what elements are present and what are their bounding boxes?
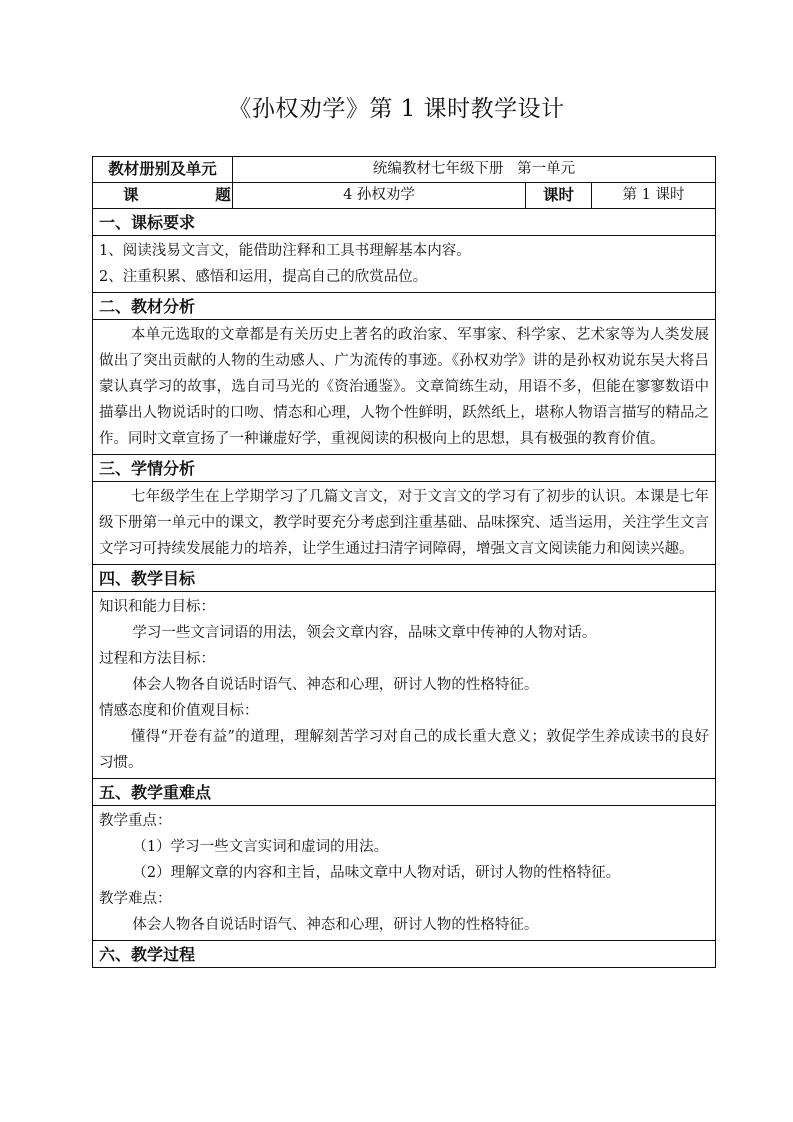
student-analysis-content (93, 482, 716, 565)
section-title: 一、课标要求 (93, 209, 716, 236)
objectives-content (93, 592, 716, 779)
section-title: 四、教学目标 (93, 565, 716, 592)
key-point-1: （1）学习一些文言实词和虚词的用法。 (132, 839, 389, 855)
standards-line-2: 2、注重积累、感悟和运用，提高自己的欣赏品位。 (99, 269, 428, 285)
section-title: 三、学情分析 (93, 455, 716, 482)
key-point-2: （2）理解文章的内容和主旨，品味文章中人物对话，研讨人物的性格特征。 (132, 865, 621, 881)
section-body-key-points (93, 806, 716, 941)
standards-line-1: 1、阅读浅易文言文，能借助注释和工具书理解基本内容。 (99, 243, 471, 259)
objective-process-label: 过程和方法目标： (99, 651, 215, 667)
period-label: 课时 (526, 183, 592, 209)
standards-content (93, 236, 716, 293)
key-points-label: 教学重点： (99, 813, 172, 829)
section-body-standards (93, 236, 716, 293)
objective-process-text: 体会人物各自说话时语气、神态和心理，研讨人物的性格特征。 (132, 677, 539, 693)
topic-value: 4 孙权劝学 (233, 183, 526, 209)
section-heading-material-analysis (93, 293, 716, 320)
material-analysis-content (93, 320, 716, 455)
topic-label: 课 题 (93, 183, 233, 209)
section-title: 二、教材分析 (93, 293, 716, 320)
student-analysis-paragraph: 七年级学生在上学期学习了几篇文言文，对于文言文的学习有了初步的认识。本课是七年级下册第一单元中的课文，教学时要充分考虑到注重基础、品味探究、适当运用，关注学生文言文学习可持续发展能力的培养，让学生通过扫清字词障碍，增强文言文阅读能力和阅读兴趣。 (99, 489, 709, 557)
difficulty-label: 教学难点： (99, 891, 172, 907)
section-body-student-analysis (93, 482, 716, 565)
material-row (93, 157, 716, 183)
difficulty-1: 体会人物各自说话时语气、神态和心理，研讨人物的性格特征。 (132, 917, 539, 933)
material-value: 统编教材七年级下册 第一单元 (233, 157, 716, 183)
section-heading-process (93, 941, 716, 968)
objective-knowledge-text: 学习一些文言词语的用法，领会文章内容，品味文章中传神的人物对话。 (132, 625, 597, 641)
objective-values-label: 情感态度和价值观目标： (99, 703, 259, 719)
key-points-content (93, 806, 716, 941)
section-heading-objectives (93, 565, 716, 592)
section-heading-key-points (93, 779, 716, 806)
objective-values-text: 懂得“开卷有益”的道理，理解刻苦学习对自己的成长重大意义；敦促学生养成读书的良好习惯。 (99, 729, 709, 771)
period-value: 第 1 课时 (592, 183, 716, 209)
objective-knowledge-label: 知识和能力目标： (99, 599, 215, 615)
section-heading-standards (93, 209, 716, 236)
section-body-material-analysis (93, 320, 716, 455)
material-analysis-paragraph: 本单元选取的文章都是有关历史上著名的政治家、军事家、科学家、艺术家等为人类发展做出了突出贡献的人物的生动感人、广为流传的事迹。《孙权劝学》讲的是孙权劝说东吴大将吕蒙认真学习的故事，选自司马光的《资治通鉴》。文章简练生动，用语不多，但能在寥寥数语中描摹出人物说话时的口吻、情态和心理，人物个性鲜明，跃然纸上，堪称人物语言描写的精品之作。同时文章宣扬了一种谦虚好学，重视阅读的积极向上的思想，具有极强的教育价值。 (99, 327, 709, 447)
material-label: 教材册别及单元 (93, 157, 233, 183)
section-heading-student-analysis (93, 455, 716, 482)
section-title: 五、教学重难点 (93, 779, 716, 806)
page-title: 《孙权劝学》第 1 课时教学设计 (228, 96, 565, 122)
section-title: 六、教学过程 (93, 941, 716, 968)
lesson-plan-table (92, 156, 716, 968)
section-body-objectives (93, 592, 716, 779)
topic-row (93, 183, 716, 209)
